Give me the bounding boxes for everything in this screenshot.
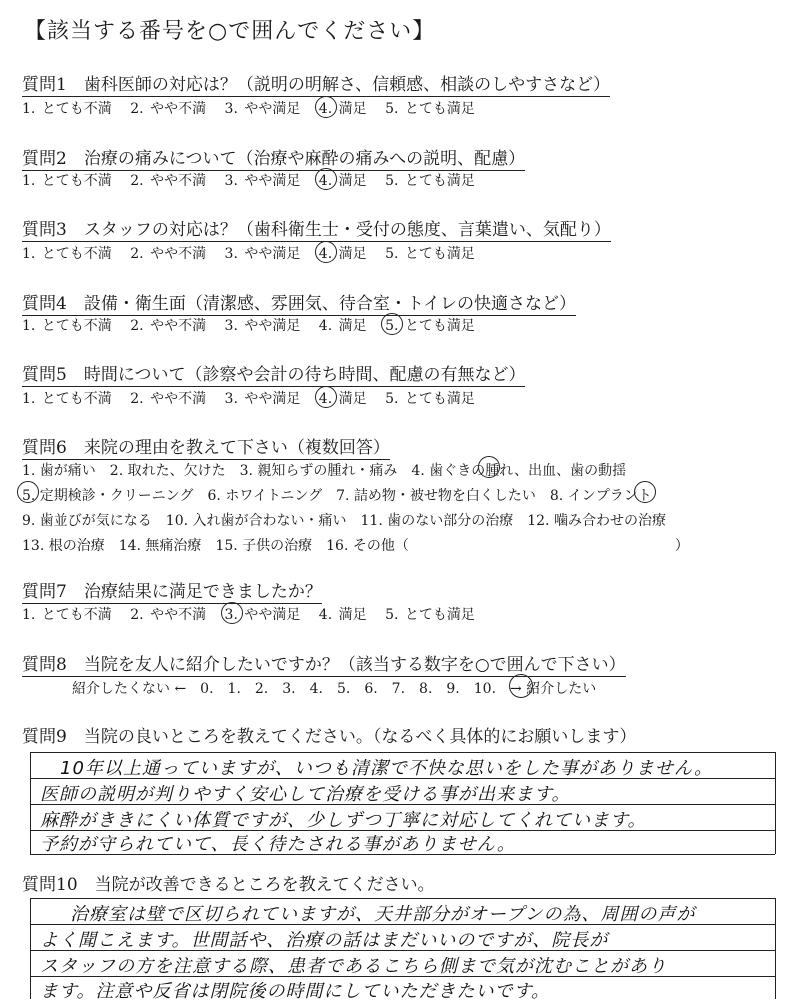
q6-circle-5 (17, 481, 39, 503)
q3-option-1[interactable]: 1. とても不満 (22, 246, 112, 262)
selection-circle (221, 602, 243, 624)
question-6-title: 質問6 来院の理由を教えて下さい（複数回答） (22, 433, 390, 460)
question-7-options (22, 604, 487, 624)
question-8-title: 質問8 当院を友人に紹介したいですか？（該当する数字を○で囲んで下さい） (22, 650, 626, 677)
q2-option-2[interactable]: 2. やや不満 (130, 173, 207, 189)
q4-option-5[interactable]: 5. とても満足 (385, 315, 475, 335)
q8-scale: 紹介したくない ← 0. 1. 2. 3. 4. 5. 6. 7. 8. 9. 10. → 紹介したい (72, 681, 597, 697)
selection-circle (315, 168, 337, 190)
q10-box-left (30, 898, 31, 999)
q9-rule-1 (30, 752, 775, 753)
q1-option-4[interactable]: 4. 満足 (319, 98, 367, 118)
q4-option-4[interactable]: 4. 満足 (318, 318, 367, 334)
q10-answer-line-4: ます。注意や反省は閉院後の時間にしていただきたいです。 (40, 981, 551, 1002)
q6-row-3: 9. 歯並びが気になる 10. 入れ歯が合わない・痛い 11. 歯のない部分の治療 12. 噛み合わせの治療 (22, 513, 666, 529)
q5-option-1[interactable]: 1. とても不満 (22, 391, 112, 407)
selection-circle (381, 313, 403, 335)
q10-answer-line-2: よく聞こえます。世間話や、治療の話はまだいいのですが、院長が (40, 930, 609, 951)
question-4-title: 質問4 設備・衛生面（清潔感、雰囲気、待合室・トイレの快適さなど） (22, 289, 576, 316)
q3-option-5[interactable]: 5. とても満足 (385, 246, 475, 262)
q5-option-3[interactable]: 3. やや満足 (224, 391, 301, 407)
q1-option-5[interactable]: 5. とても満足 (385, 101, 475, 117)
selection-circle (315, 386, 337, 408)
q3-option-4[interactable]: 4. 満足 (319, 243, 367, 263)
q10-answer-line-3: スタッフの方を注意する際、患者であるこちら側まで気が沈むことがあり (40, 956, 667, 977)
q7-option-4[interactable]: 4. 満足 (318, 607, 367, 623)
q7-option-1[interactable]: 1. とても不満 (22, 607, 112, 623)
q7-option-2[interactable]: 2. やや不満 (130, 607, 207, 623)
question-3-options (22, 243, 487, 263)
q4-option-2[interactable]: 2. やや不満 (130, 318, 207, 334)
q6-row-2: 5. 定期検診・クリーニング 6. ホワイトニング 7. 詰め物・被せ物を白くしたい 8. インプラント (22, 488, 652, 504)
q1-option-1[interactable]: 1. とても不満 (22, 101, 112, 117)
q5-option-4[interactable]: 4. 満足 (319, 388, 367, 408)
question-1-options (22, 98, 487, 118)
q1-option-2[interactable]: 2. やや不満 (130, 101, 207, 117)
q3-option-3[interactable]: 3. やや満足 (224, 246, 301, 262)
q7-option-3[interactable]: 3. やや満足 (225, 604, 301, 624)
q10-rule-1 (30, 898, 775, 899)
q6-circle-8 (634, 481, 656, 503)
q6-row-1: 1. 歯が痛い 2. 取れた、欠けた 3. 親知らずの腫れ・痛み 4. 歯ぐきの腫れ、出血、歯の動揺 (22, 463, 627, 479)
question-2-title: 質問2 治療の痛みについて（治療や麻酔の痛みへの説明、配慮） (22, 144, 525, 171)
q9-box-right (775, 752, 776, 854)
q4-option-3[interactable]: 3. やや満足 (224, 318, 301, 334)
question-2-options (22, 170, 487, 190)
q1-option-3[interactable]: 3. やや満足 (224, 101, 301, 117)
q3-option-2[interactable]: 2. やや不満 (130, 246, 207, 262)
q4-option-1[interactable]: 1. とても不満 (22, 318, 112, 334)
question-7-title: 質問7 治療結果に満足できましたか？ (22, 577, 322, 604)
q6-circle-4 (478, 456, 500, 478)
q2-option-3[interactable]: 3. やや満足 (224, 173, 301, 189)
q2-option-4[interactable]: 4. 満足 (319, 170, 367, 190)
question-9-title: 質問9 当院の良いところを教えてください。（なるべく具体的にお願いします） (22, 727, 637, 747)
question-5-title: 質問5 時間について（診察や会計の待ち時間、配慮の有無など） (22, 360, 525, 387)
q7-option-5[interactable]: 5. とても満足 (385, 607, 475, 623)
form-header: 【該当する番号を○で囲んでください】 (24, 19, 436, 44)
q5-option-2[interactable]: 2. やや不満 (130, 391, 207, 407)
q10-answer-line-1: 治療室は壁で区切られていますが、天井部分がオープンの為、周囲の声が (70, 904, 696, 925)
q9-answer-line-4: 予約が守られていて、長く待たされる事がありません。 (40, 834, 516, 855)
q2-option-1[interactable]: 1. とても不満 (22, 173, 112, 189)
q5-option-5[interactable]: 5. とても満足 (385, 391, 475, 407)
question-5-options (22, 388, 487, 408)
q6-row-4: 13. 根の治療 14. 無痛治療 15. 子供の治療 16. その他（ ） (22, 538, 689, 554)
question-10-title: 質問10 当院が改善できるところを教えてください。 (22, 875, 435, 895)
q9-answer-line-2: 医師の説明が判りやすく安心して治療を受ける事が出来ます。 (40, 784, 571, 805)
q2-option-5[interactable]: 5. とても満足 (385, 173, 475, 189)
q9-box-left (30, 752, 31, 854)
q8-selection-circle (509, 674, 533, 698)
q9-answer-line-3: 麻酔がききにくい体質ですが、少しずつ丁寧に対応してくれています。 (40, 810, 647, 831)
question-3-title: 質問3 スタッフの対応は？（歯科衛生士・受付の態度、言葉遣い、気配り） (22, 215, 611, 242)
selection-circle (315, 96, 337, 118)
q10-box-right (775, 898, 776, 999)
question-4-options (22, 315, 487, 335)
q9-answer-line-1: 10年以上通っていますが、いつも清潔で不快な思いをした事がありません。 (60, 758, 713, 779)
question-1-title: 質問1 歯科医師の対応は？（説明の明解さ、信頼感、相談のしやすさなど） (22, 70, 610, 97)
selection-circle (315, 241, 337, 263)
